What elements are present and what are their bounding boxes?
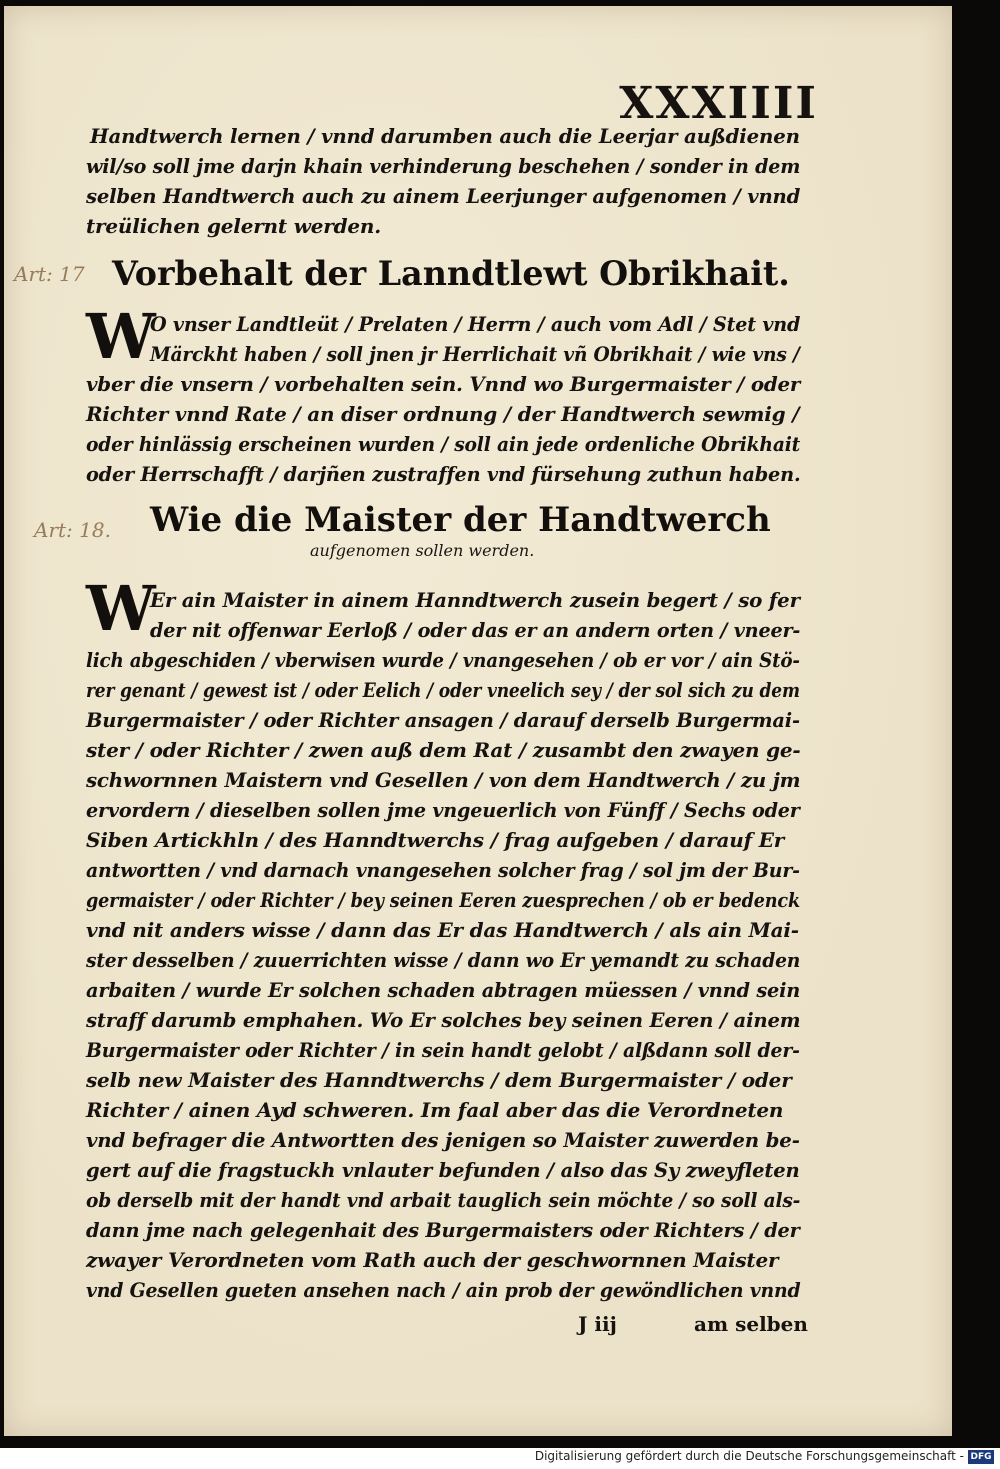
section-line: Richter / ainen Ayd schweren. Im faal aber das die Verordneten [86, 1098, 784, 1122]
section-heading: Wie die Maister der Handtwerch [150, 500, 771, 540]
folio-number: XXXIIII [619, 78, 818, 129]
section-line: ervordern / dieselben sollen jme vngeuerlich von Fünff / Sechs oder [86, 798, 800, 822]
section-line: Burgermaister / oder Richter ansagen / darauf derselb Burgermai- [86, 708, 800, 732]
section-line: gert auf die fragstuckh vnlauter befunden / also das Sy zweyfleten [86, 1158, 800, 1182]
section-line: germaister / oder Richter / bey seinen Eeren zuesprechen / ob er bedenck [86, 888, 801, 912]
decorated-initial: W [86, 300, 156, 373]
section-line: schwornnen Maistern vnd Gesellen / von dem Handtwerch / zu jm [86, 768, 801, 792]
section-line: vnd Gesellen gueten ansehen nach / ain prob der gewöndlichen vnnd [86, 1278, 801, 1302]
section-heading: Vorbehalt der Lanndtlewt Obrikhait. [112, 254, 790, 294]
intro-line: Handtwerch lernen / vnnd darumben auch die Leerjar außdienen [90, 124, 800, 148]
margin-note-article-18: Art: 18. [34, 518, 111, 542]
section-line: vber die vnsern / vorbehalten sein. Vnnd wo Burgermaister / oder [86, 372, 801, 396]
decorated-initial: W [86, 572, 156, 645]
margin-note-article-17: Art: 17 [14, 262, 85, 286]
section-line: O vnser Landtleüt / Prelaten / Herrn / auch vom Adl / Stet vnd [150, 312, 801, 336]
intro-line: wil/so soll jme darjn khain verhinderung beschehen / sonder in dem [86, 154, 801, 178]
section-line: ster / oder Richter / zwen auß dem Rat / zusambt den zwayen ge- [86, 738, 801, 762]
intro-line: treülichen gelernt werden. [86, 214, 381, 238]
section-line: Richter vnnd Rate / an diser ordnung / der Handtwerch sewmig / [86, 402, 800, 426]
dfg-logo: DFG [968, 1450, 994, 1464]
section-line: lich abgeschiden / vberwisen wurde / vnangesehen / ob er vor / ain Stö- [86, 648, 800, 672]
section-line: oder Herrschafft / darjñen zustraffen vnd fürsehung zuthun haben. [86, 462, 801, 486]
section-line: zwayer Verordneten vom Rath auch der geschwornnen Maister [86, 1248, 779, 1272]
section-line: straff darumb emphahen. Wo Er solches bey seinen Eeren / ainem [86, 1008, 801, 1032]
section-line: rer genant / gewest ist / oder Eelich / oder vneelich sey / der sol sich zu dem [86, 678, 800, 702]
section-line: Burgermaister oder Richter / in sein handt gelobt / alßdann soll der- [86, 1038, 800, 1062]
section-line: vnd nit anders wisse / dann das Er das Handtwerch / als ain Mai- [86, 918, 799, 942]
section-line: arbaiten / wurde Er solchen schaden abtragen müessen / vnnd sein [86, 978, 801, 1002]
section-line: der nit offenwar Eerloß / oder das er an andern orten / vneer- [150, 618, 801, 642]
section-line: Er ain Maister in ainem Hanndtwerch zusein begert / so fer [150, 588, 800, 612]
section-line: dann jme nach gelegenhait des Burgermaisters oder Richters / der [86, 1218, 800, 1242]
catchword: am selben [694, 1312, 808, 1336]
section-line: vnd befrager die Antwortten des jenigen so Maister zuwerden be- [86, 1128, 800, 1152]
intro-line: selben Handtwerch auch zu ainem Leerjunger aufgenomen / vnnd [86, 184, 801, 208]
section-line: ster desselben / zuuerrichten wisse / dann wo Er yemandt zu schaden [86, 948, 801, 972]
section-subheading: aufgenomen sollen werden. [310, 541, 535, 560]
section-line: Märckht haben / soll jnen jr Herrlichait vñ Obrikhait / wie vns / [150, 342, 800, 366]
section-line: antwortten / vnd darnach vnangesehen solcher frag / sol jm der Bur- [86, 858, 800, 882]
section-line: oder hinlässig erscheinen wurden / soll ain jede ordenliche Obrikhait [86, 432, 801, 456]
section-line: selb new Maister des Hanndtwerchs / dem Burgermaister / oder [86, 1068, 792, 1092]
section-line: ob derselb mit der handt vnd arbait tauglich sein möchte / so soll als- [86, 1188, 801, 1212]
signature-mark: J iij [578, 1312, 617, 1336]
funding-notice: Digitalisierung gefördert durch die Deutsche Forschungsgemeinschaft - [534, 1449, 964, 1463]
section-line: Siben Artickhln / des Hanndtwerchs / frag aufgeben / darauf Er [86, 828, 785, 852]
